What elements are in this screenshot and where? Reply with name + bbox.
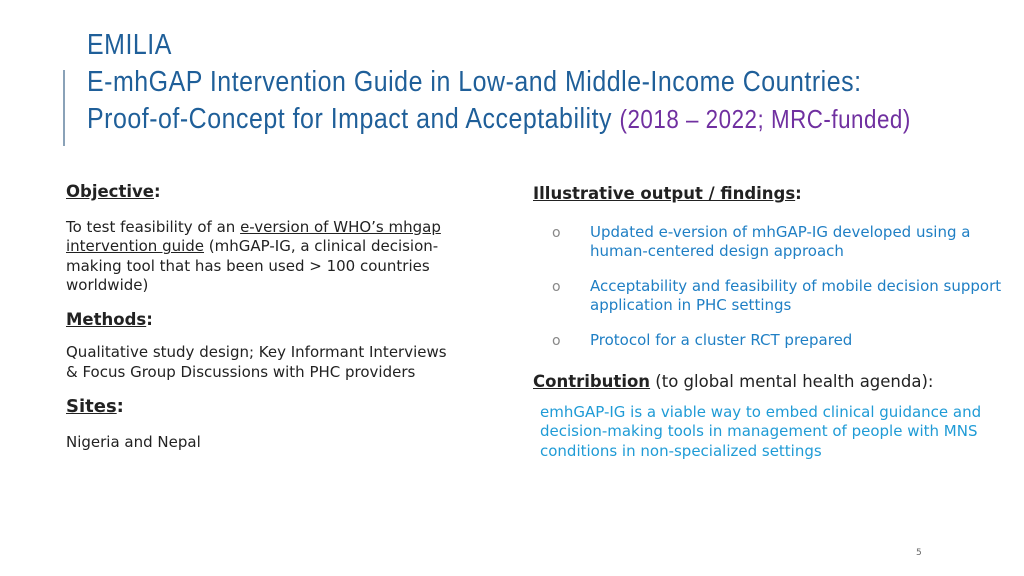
title-line-2: E-mhGAP Intervention Guide in Low-and Middle-Income Countries: (87, 66, 862, 98)
contribution-heading-label: Contribution (533, 372, 651, 391)
objective-link[interactable]: e-version of WHO’s mhgap intervention guide (66, 217, 441, 255)
sites-heading (66, 397, 461, 418)
contribution-heading (533, 372, 1003, 393)
title-accent-bar (63, 70, 65, 146)
objective-heading-label: Objective (66, 182, 154, 201)
findings-heading-label: Illustrative output / findings (533, 184, 796, 203)
funding-note: (2018 – 2022; MRC-funded) (619, 104, 911, 134)
findings-heading (533, 184, 1003, 205)
finding-text: Acceptability and feasibility of mobile decision support application in PHC settings (590, 276, 1002, 314)
contribution-text: emhGAP-IG is a viable way to embed clinical guidance and decision-making tools in management of people with MNS conditions in non-specialized settings (540, 402, 982, 460)
findings-list (533, 223, 1003, 351)
objective-text (66, 218, 461, 296)
title-line-3 (87, 101, 911, 138)
sites-heading-label: Sites (66, 396, 117, 417)
methods-heading-colon: : (146, 309, 153, 329)
objective-text-post: (mhGAP-IG, a clinical decision-making tool that has been used > 100 countries worldwide) (66, 237, 439, 294)
methods-heading-label: Methods (66, 309, 147, 329)
title-line-3-text: Proof-of-Concept for Impact and Acceptability (87, 103, 613, 135)
findings-heading-colon: : (795, 184, 802, 203)
sites-text: Nigeria and Nepal (66, 432, 201, 451)
right-column (533, 184, 1003, 461)
title-line-1: EMILIA (87, 29, 172, 61)
objective-heading-colon: : (153, 182, 161, 201)
slide-title (87, 27, 911, 138)
page-number: 5 (916, 548, 922, 558)
sites-heading-colon: : (116, 396, 124, 417)
finding-text: Updated e-version of mhGAP-IG developed using a human-centered design approach (590, 222, 971, 260)
methods-heading (66, 310, 461, 331)
objective-text-pre: To test feasibility of an (66, 217, 241, 236)
objective-heading (66, 182, 461, 203)
contribution-heading-tail: (to global mental health agenda): (650, 372, 934, 391)
list-item (533, 331, 1003, 351)
left-column (66, 182, 461, 452)
bullet-icon: o (552, 224, 561, 241)
list-item (533, 223, 1003, 262)
finding-text: Protocol for a cluster RCT prepared (590, 330, 853, 349)
list-item (533, 277, 1003, 316)
bullet-icon: o (552, 278, 561, 295)
methods-text: Qualitative study design; Key Informant Interviews & Focus Group Discussions with PHC providers (66, 343, 447, 381)
bullet-icon: o (552, 332, 561, 349)
